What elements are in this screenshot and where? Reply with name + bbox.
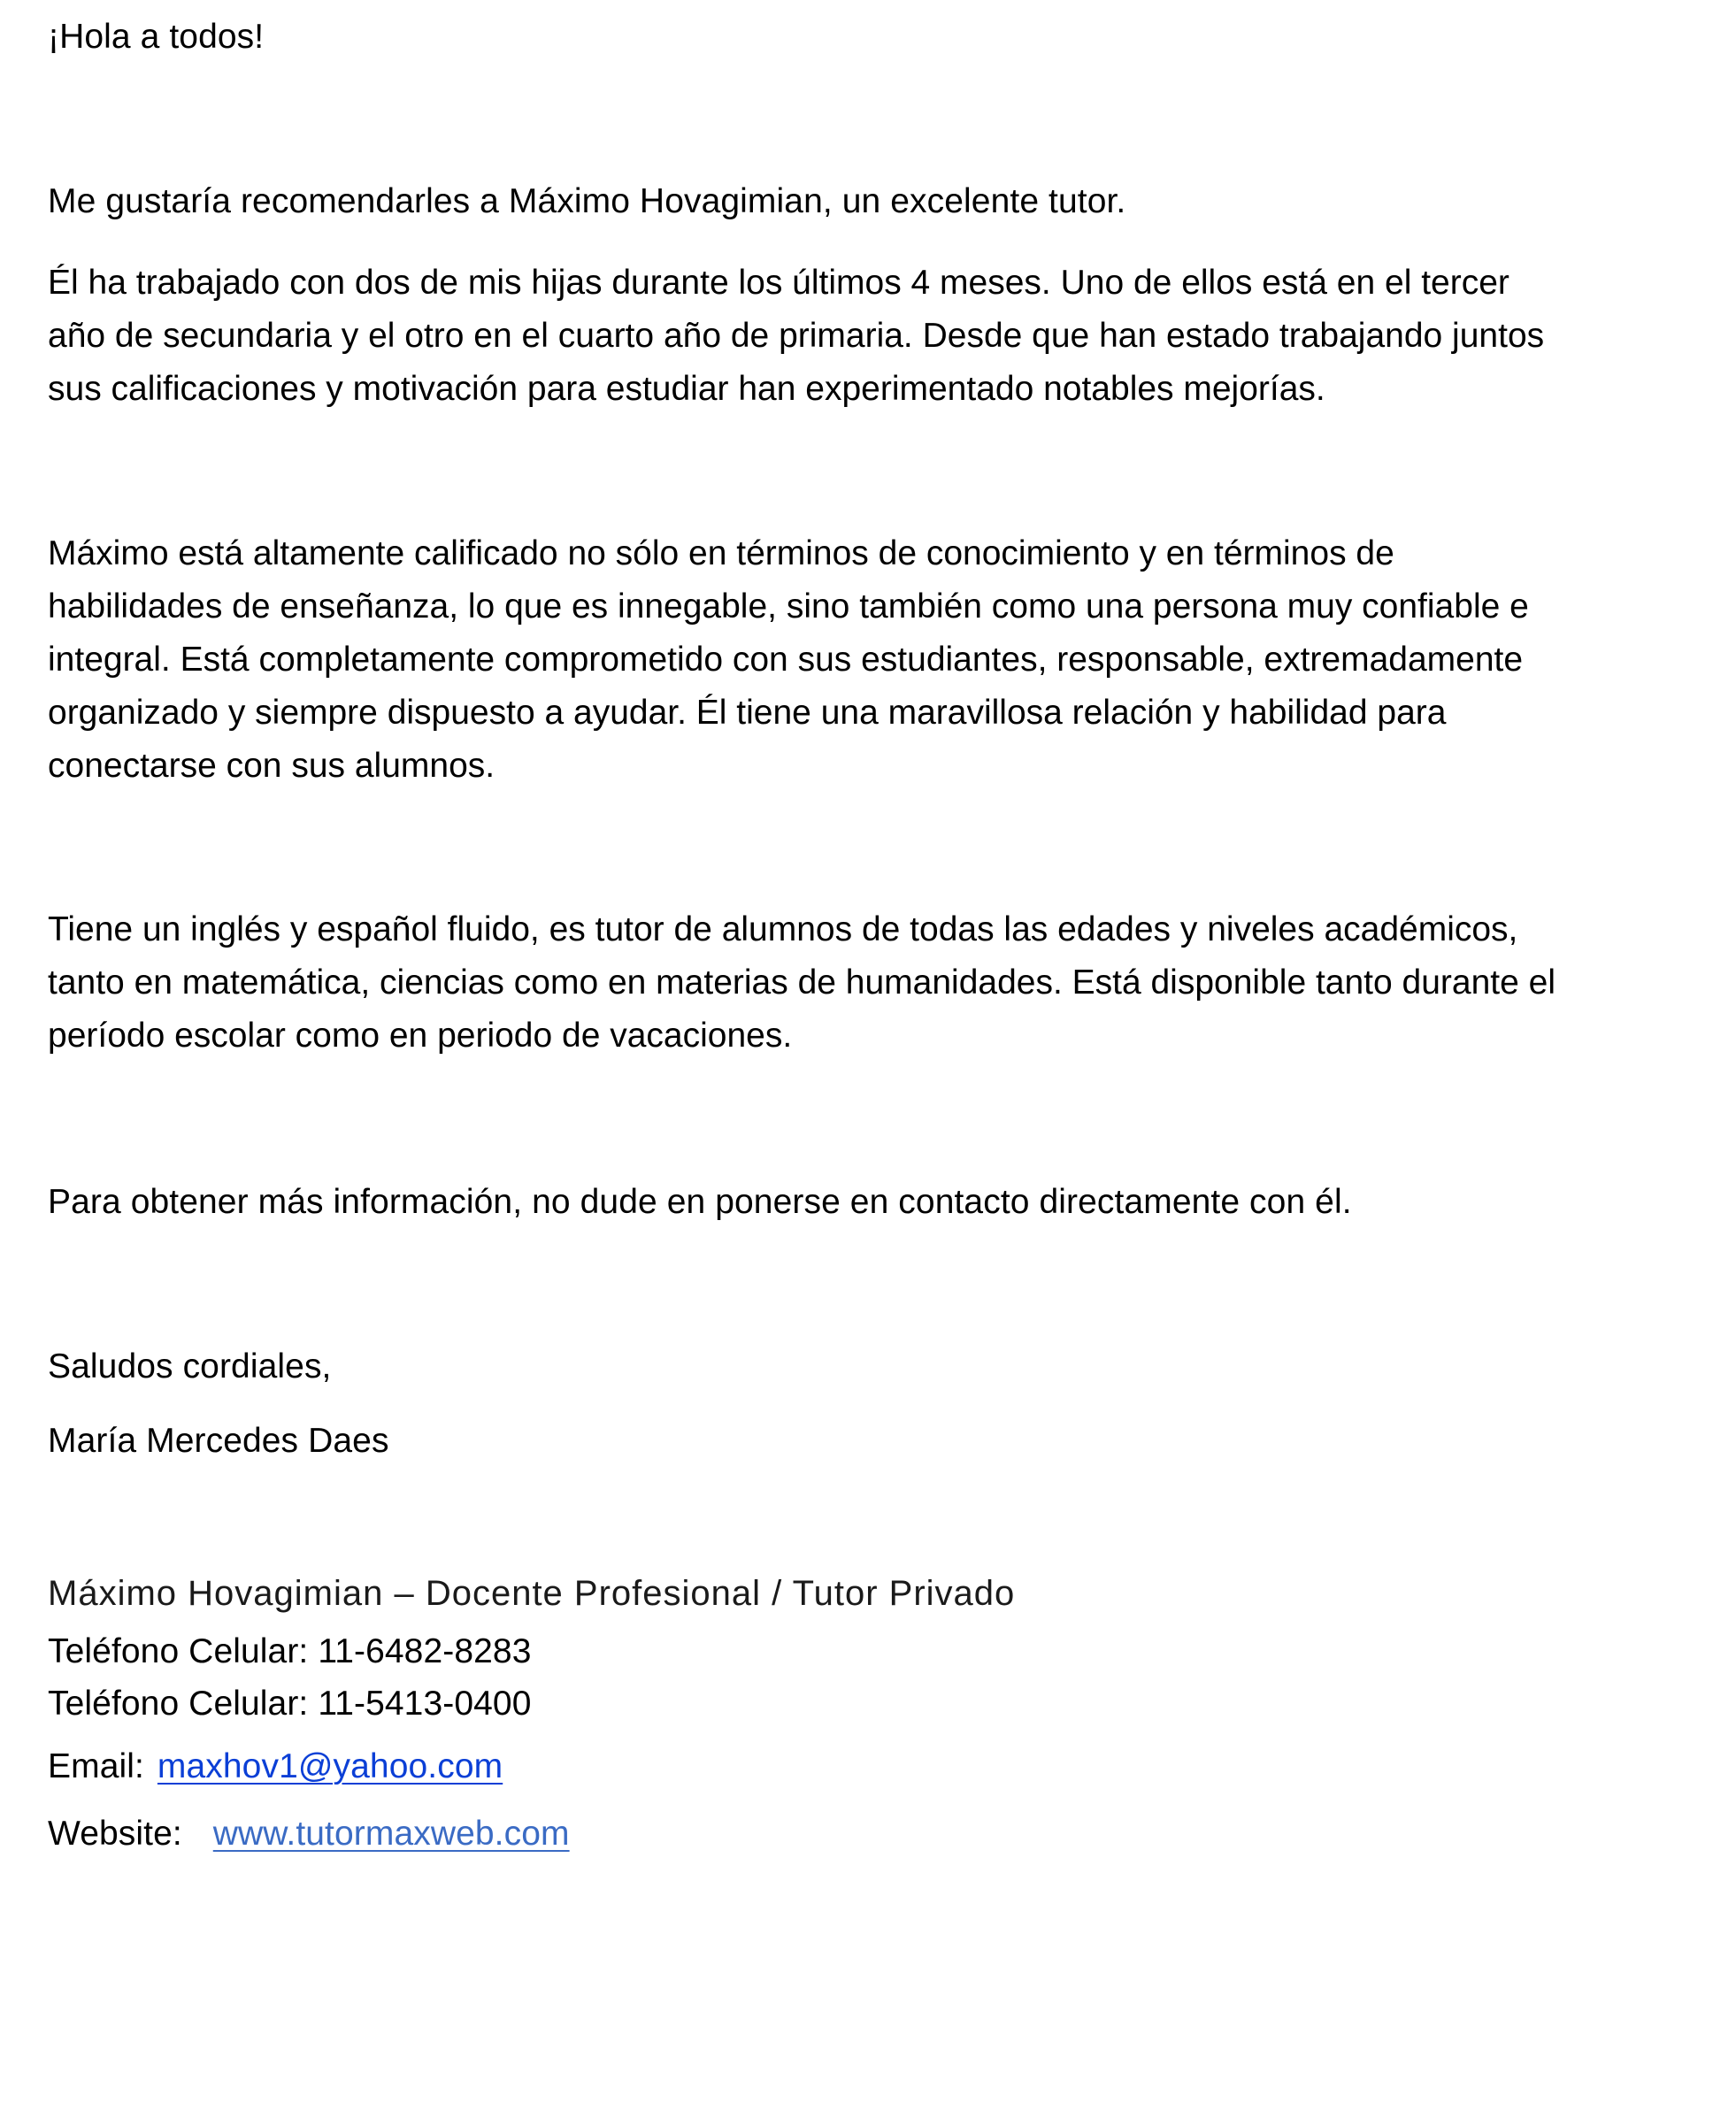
paragraph-line: conectarse con sus alumnos. (48, 747, 495, 785)
website-label: Website: (48, 1815, 182, 1853)
paragraph-line: sus calificaciones y motivación para estudiar han experimentado notables mejorías. (48, 370, 1325, 408)
signer-name: María Mercedes Daes (48, 1422, 389, 1460)
phone-number: 11-5413-0400 (318, 1685, 532, 1723)
intro-line: Me gustaría recomendarles a Máximo Hovagimian, un excelente tutor. (48, 182, 1126, 220)
closing: Saludos cordiales, (48, 1347, 332, 1386)
paragraph-languages (48, 903, 1694, 1063)
paragraph-line: Él ha trabajado con dos de mis hijas durante los últimos 4 meses. Uno de ellos está en el tercer (48, 264, 1509, 302)
paragraph-line: integral. Está completamente comprometido con sus estudiantes, responsable, extremadamente (48, 641, 1524, 679)
paragraph-line: período escolar como en periodo de vacaciones. (48, 1017, 793, 1055)
paragraph-line: habilidades de enseñanza, lo que es innegable, sino también como una persona muy confiable e (48, 587, 1529, 626)
paragraph-line: Máximo está altamente calificado no sólo en términos de conocimiento y en términos de (48, 534, 1394, 572)
phone-label: Teléfono Celular: (48, 1685, 309, 1723)
paragraph-line: organizado y siempre dispuesto a ayudar. Él tiene una maravillosa relación y habilidad para (48, 694, 1447, 732)
phone-label: Teléfono Celular: (48, 1632, 309, 1670)
paragraph-experience (48, 257, 1694, 416)
paragraph-qualifications (48, 527, 1694, 793)
email-link[interactable]: maxhov1@yahoo.com (157, 1747, 503, 1785)
paragraph-line: Tiene un inglés y español fluido, es tutor de alumnos de todas las edades y niveles académicos, (48, 910, 1518, 948)
phone-number: 11-6482-8283 (318, 1632, 532, 1670)
greeting: ¡Hola a todos! (48, 18, 265, 56)
paragraph-line: tanto en matemática, ciencias como en materias de humanidades. Está disponible tanto durante el (48, 963, 1556, 1002)
paragraph-line: año de secundaria y el otro en el cuarto año de primaria. Desde que han estado trabajando juntos (48, 317, 1545, 355)
signature-phone-1 (48, 1625, 532, 1678)
signature-name-title: Máximo Hovagimian – Docente Profesional / Tutor Privado (48, 1574, 1016, 1613)
signature-email (48, 1740, 503, 1793)
signature-phone-2 (48, 1677, 532, 1731)
website-link[interactable]: www.tutormaxweb.com (212, 1815, 570, 1853)
contact-note: Para obtener más información, no dude en ponerse en contacto directamente con él. (48, 1183, 1352, 1221)
signature-website (48, 1808, 570, 1861)
email-label: Email: (48, 1747, 144, 1785)
